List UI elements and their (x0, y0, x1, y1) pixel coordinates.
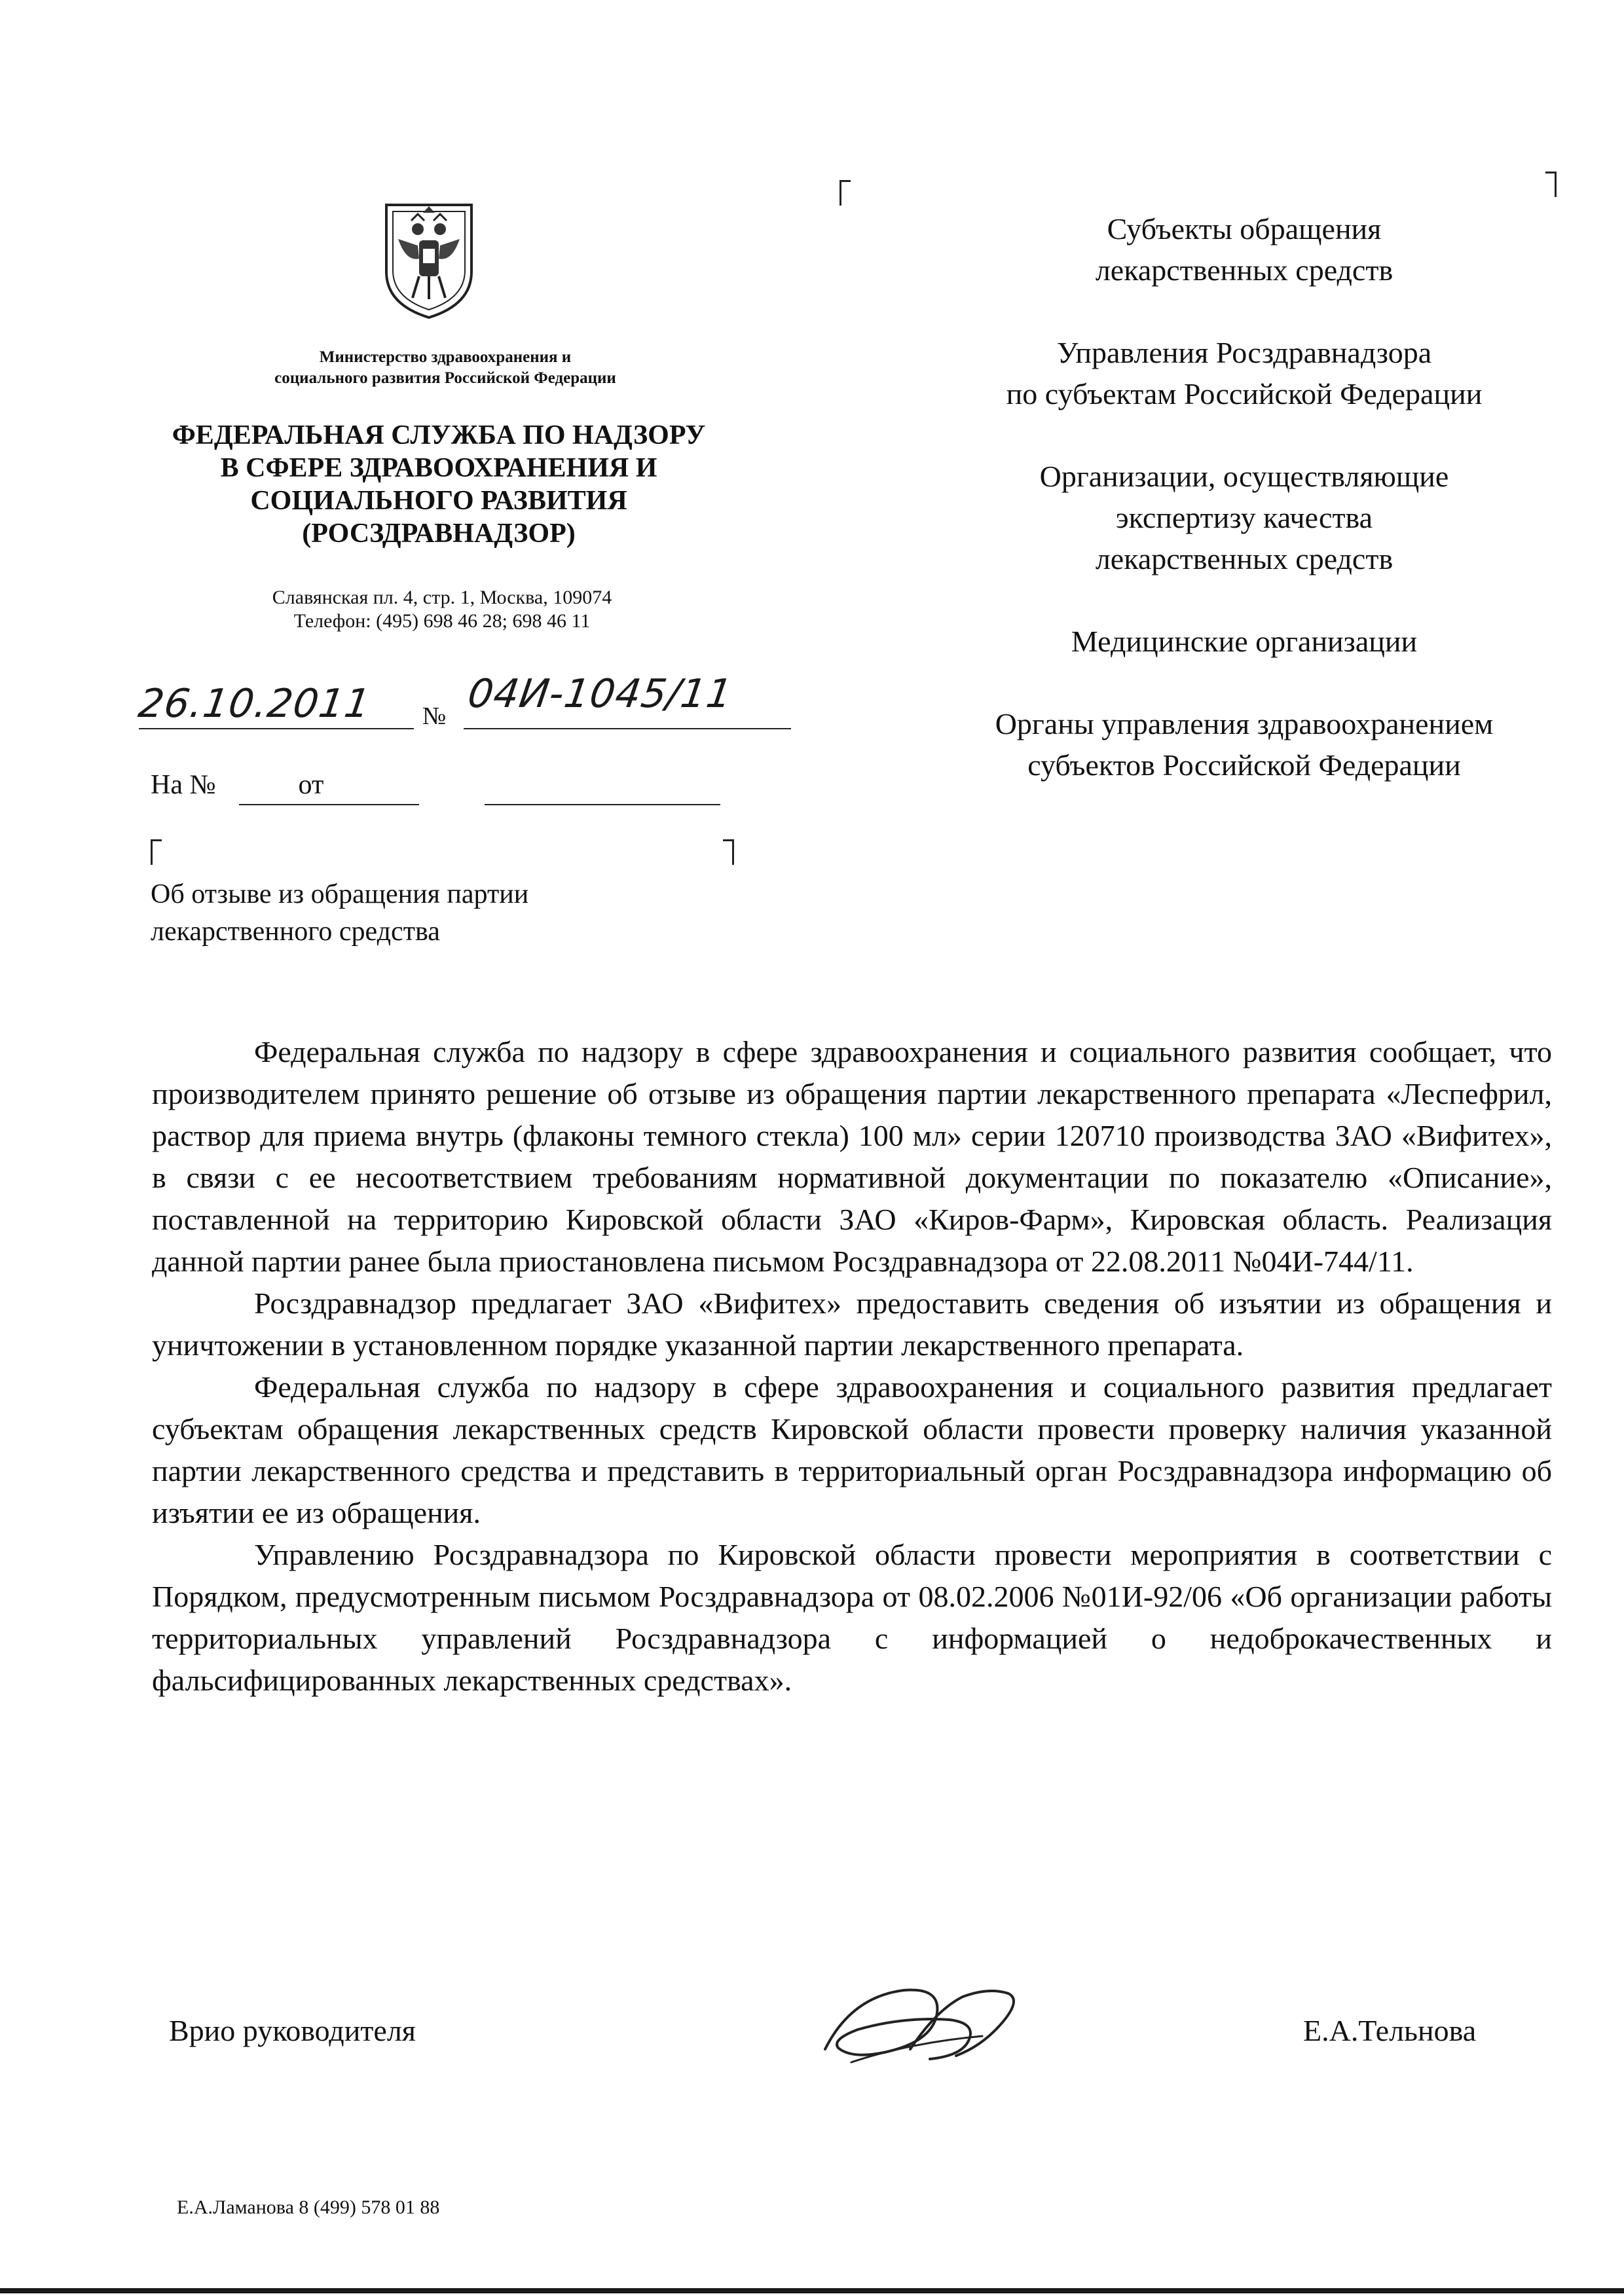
reply-reference: На № от (151, 770, 324, 800)
letter-subject: Об отзыве из обращения партии лекарственного средства (151, 879, 529, 947)
subject-bracket-right (723, 839, 734, 865)
service-name: ФЕДЕРАЛЬНАЯ СЛУЖБА ПО НАДЗОРУ В СФЕРЕ ЗДРАВООХРАНЕНИЯ И СОЦИАЛЬНОГО РАЗВИТИЯ (РОСЗДРАВНАДЗОР) (172, 420, 706, 549)
letter-body (152, 1031, 1552, 1702)
addressee-bracket-right (1545, 172, 1557, 197)
executor-contact: Е.А.Ламанова 8 (499) 578 01 88 (177, 2196, 440, 2218)
ministry-name: Министерство здравоохранения и социального развития Российской Федерации (274, 348, 616, 387)
subject-bracket-left (151, 839, 162, 865)
number-underline (464, 728, 791, 729)
addressee-group: Органы управления здравоохранением субъектов Российской Федерации (995, 707, 1494, 782)
addressee-group: Управления Росздравнадзора по субъектам Российской Федерации (1006, 336, 1483, 410)
addressee-group: Субъекты обращения лекарственных средств (1095, 212, 1393, 287)
body-paragraph: Управлению Росздравнадзора по Кировской области провести мероприятия в соответствии с Порядком, предусмотренным письмом Росздравнадзора от 08.02.2006 №01И-92/06 «Об организации работы территориальных управлений Росздравнадзора с информацией о недоброкачественных и фальсифицированных лекарственных средствах». (152, 1538, 1552, 1697)
signatory-title: Врио руководителя (169, 2014, 416, 2047)
signatory-name: Е.А.Тельнова (1303, 2014, 1477, 2047)
handwritten-signature (812, 1971, 1028, 2075)
reply-date-blank (485, 804, 720, 805)
body-paragraph: Росздравнадзор предлагает ЗАО «Вифитех» предоставить сведения об изъятии из обращения и уничтожении в установленном порядке указанной партии лекарственного препарата. (152, 1286, 1552, 1362)
coat-of-arms-icon (380, 200, 478, 321)
addressee-bracket-left (840, 180, 851, 206)
number-label: № (422, 702, 447, 730)
body-paragraph: Федеральная служба по надзору в сфере здравоохранения и социального развития сообщает, что производителем принято решение об отзыве из обращения партии лекарственного препарата «Леспефрил, раствор для приема внутрь (флаконы темного стекла) 100 мл» серии 120710 производства ЗАО «Вифитех», в связи с ее несоответствием требованиям нормативной документации по показателю «Описание», поставленной на территорию Кировской области ЗАО «Киров-Фарм», Кировская область. Реализация данной партии ранее была приостановлена письмом Росздравнадзора от 22.08.2011 №04И-744/11. (152, 1035, 1552, 1278)
letter-number: 04И-1045/11 (465, 671, 736, 717)
page-bottom-edge (0, 2288, 1624, 2293)
addressee-group: Организации, осуществляющие экспертизу качества лекарственных средств (1039, 460, 1449, 575)
body-paragraph: Федеральная служба по надзору в сфере здравоохранения и социального развития предлагает субъектам обращения лекарственных средств Кировской области провести проверку наличия указанной партии лекарственного средства и представить в территориальный орган Росздравнадзора информацию об изъятии ее из обращения. (152, 1370, 1552, 1529)
reply-number-blank (239, 804, 419, 805)
letter-date: 26.10.2011 (136, 681, 374, 727)
addressee-block (904, 208, 1585, 827)
service-address: Славянская пл. 4, стр. 1, Москва, 109074 Телефон: (495) 698 46 28; 698 46 11 (272, 587, 612, 632)
addressee-group: Медицинские организации (1071, 625, 1418, 658)
date-underline (139, 728, 414, 729)
